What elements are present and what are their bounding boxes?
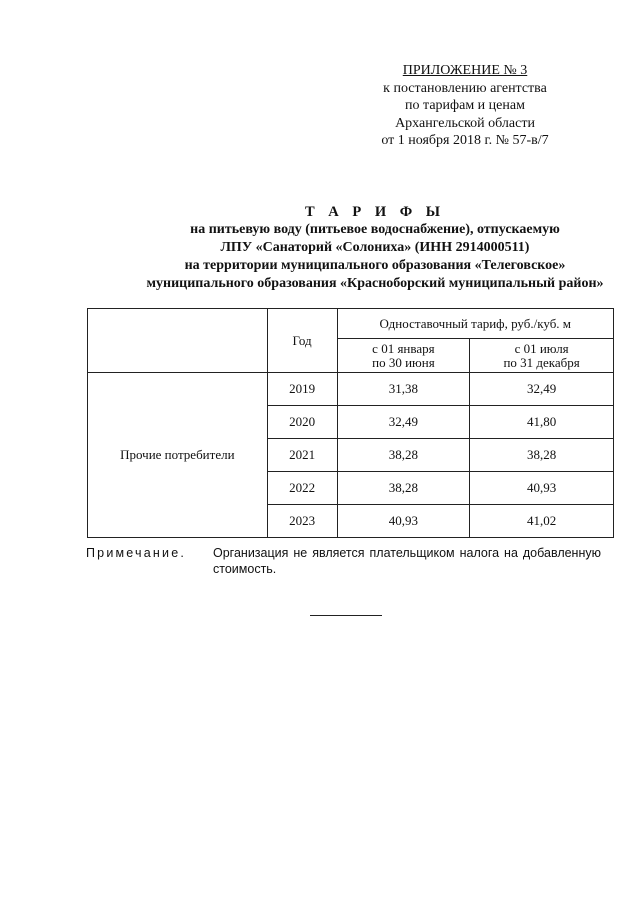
year-header: Год: [267, 309, 337, 373]
table-row: [88, 373, 614, 406]
tariff-cell: 32,49: [337, 406, 470, 439]
tariff-table: [87, 308, 614, 538]
note-block: [86, 545, 601, 577]
tariff-cell: 40,93: [470, 472, 614, 505]
appendix-line: Архангельской области: [395, 115, 535, 131]
appendix-line: по тарифам и ценам: [405, 98, 525, 113]
title-line: муниципального образования «Красноборский муниципальный район»: [146, 276, 604, 291]
table-header-row: [88, 309, 614, 339]
title-line: на территории муниципального образования «Телеговское»: [184, 258, 566, 273]
end-divider: [310, 615, 382, 616]
period-to: по 31 декабря: [503, 354, 580, 370]
appendix-heading: ПРИЛОЖЕНИЕ № 3: [402, 63, 528, 78]
period-from: с 01 января: [372, 340, 435, 356]
tariff-cell: 38,28: [337, 439, 470, 472]
period-from: с 01 июля: [514, 340, 569, 356]
year-cell: 2023: [267, 505, 337, 538]
appendix-block: [360, 62, 570, 150]
year-cell: 2022: [267, 472, 337, 505]
tariff-cell: 40,93: [337, 505, 470, 538]
period-to: по 30 июня: [372, 354, 435, 370]
year-cell: 2021: [267, 439, 337, 472]
category-cell: Прочие потребители: [88, 373, 268, 538]
tariff-cell: 32,49: [470, 373, 614, 406]
tariff-header: Одноставочный тариф, руб./куб. м: [337, 309, 613, 339]
period-header: [470, 339, 614, 373]
tariff-cell: 31,38: [337, 373, 470, 406]
title-main: Т А Р И Ф Ы: [304, 204, 446, 220]
period-header: [337, 339, 470, 373]
tariff-cell: 38,28: [470, 439, 614, 472]
tariff-cell: 41,02: [470, 505, 614, 538]
appendix-line: к постановлению агентства: [383, 80, 547, 96]
note-text: Организация не является плательщиком налога на добавленную стоимость.: [213, 546, 601, 576]
appendix-line: от 1 ноября 2018 г. № 57-в/7: [381, 133, 549, 148]
category-header-cell: [88, 309, 268, 373]
title-line: на питьевую воду (питьевое водоснабжение), отпускаемую: [190, 222, 560, 237]
title-line: ЛПУ «Санаторий «Солониха» (ИНН 2914000511): [220, 240, 530, 255]
document-title: [60, 203, 640, 293]
year-cell: 2020: [267, 406, 337, 439]
year-cell: 2019: [267, 373, 337, 406]
tariff-cell: 41,80: [470, 406, 614, 439]
tariff-cell: 38,28: [337, 472, 470, 505]
note-label: Примечание.: [86, 546, 187, 560]
